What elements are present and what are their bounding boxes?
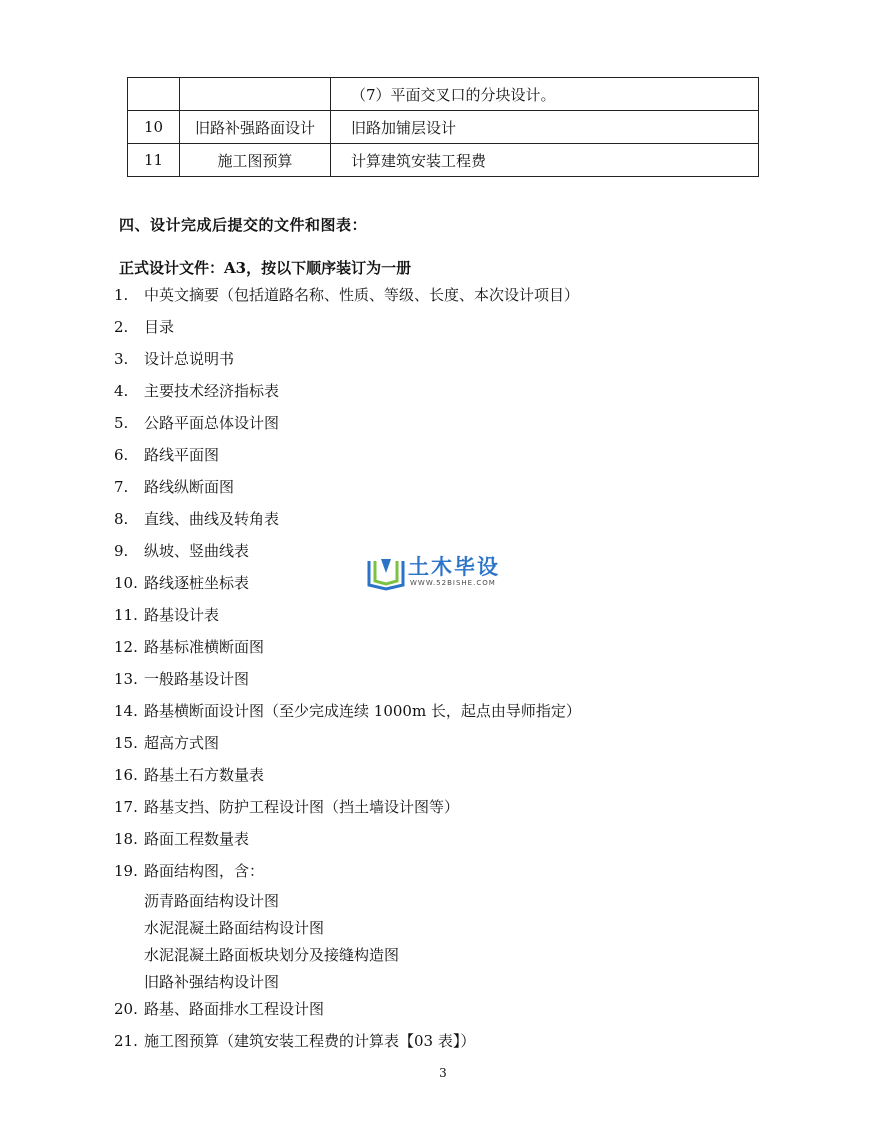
item-text: 路线逐桩坐标表 [144,574,250,592]
list-item [114,284,579,306]
item-number: 10. [114,574,138,592]
row-number [128,78,180,111]
item-number: 17. [114,798,138,816]
item-text: 路基、路面排水工程设计图 [144,1000,325,1018]
pavement-subitem: 旧路补强结构设计图 [144,973,280,991]
row-content: 旧路加铺层设计 [331,111,759,144]
item-text: 目录 [144,318,175,336]
list-item [114,476,234,498]
item-number: 15. [114,734,138,752]
item-text: 公路平面总体设计图 [144,414,280,432]
pavement-subitem: 沥青路面结构设计图 [144,892,280,910]
item-text: 路基标准横断面图 [144,638,265,656]
list-item [114,348,234,370]
list-item [114,828,249,850]
item-number: 11. [114,606,138,624]
table-row [128,144,759,177]
watermark-logo [366,551,526,593]
list-item [114,700,581,722]
item-text: 设计总说明书 [144,350,235,368]
item-number: 19. [114,862,138,880]
item-number: 9. [114,542,129,560]
item-number: 3. [114,350,129,368]
item-text: 超高方式图 [144,734,220,752]
watermark-title: 土木毕设 [408,555,500,579]
item-text: 直线、曲线及转角表 [144,510,280,528]
row-content: （7）平面交叉口的分块设计。 [331,78,759,111]
table-row [128,111,759,144]
item-number: 12. [114,638,138,656]
item-text: 路线纵断面图 [144,478,235,496]
list-item [114,380,279,402]
item-number: 1. [114,286,129,304]
list-item [114,540,249,562]
item-number: 18. [114,830,138,848]
item-text: 主要技术经济指标表 [144,382,280,400]
item-number: 6. [114,446,129,464]
list-item [114,998,324,1020]
item-number: 16. [114,766,138,784]
page-number: 3 [439,1066,447,1080]
item-number: 21. [114,1032,138,1050]
list-item [114,508,279,530]
item-number: 5. [114,414,129,432]
item-text: 路面结构图，含： [144,862,265,880]
list-item [114,796,459,818]
formal-files-subheading: 正式设计文件：A3，按以下顺序装订为一册 [119,259,412,277]
item-text: 中英文摘要（包括道路名称、性质、等级、长度、本次设计项目） [144,286,580,304]
item-number: 14. [114,702,138,720]
list-item [114,316,174,338]
item-number: 7. [114,478,129,496]
item-text: 路基土石方数量表 [144,766,265,784]
list-item [114,572,249,594]
item-text: 施工图预算（建筑安装工程费的计算表【03 表】） [144,1032,476,1050]
item-text: 路基横断面设计图（至少完成连续 1000m 长，起点由导师指定） [144,702,581,720]
row-number: 10 [128,111,180,144]
row-content: 计算建筑安装工程费 [331,144,759,177]
section-heading: 四、设计完成后提交的文件和图表： [119,216,368,234]
row-item: 旧路补强路面设计 [180,111,331,144]
row-item: 施工图预算 [180,144,331,177]
list-item [114,636,264,658]
design-items-table [127,77,759,177]
item-text: 一般路基设计图 [144,670,250,688]
list-item [114,604,219,626]
pavement-subitem: 水泥混凝土路面结构设计图 [144,919,325,937]
item-text: 纵坡、竖曲线表 [144,542,250,560]
item-number: 20. [114,1000,138,1018]
pavement-subitem: 水泥混凝土路面板块划分及接缝构造图 [144,946,400,964]
watermark-url: WWW.52BISHE.COM [410,579,496,587]
list-item [114,1030,475,1052]
item-number: 8. [114,510,129,528]
item-text: 路基支挡、防护工程设计图（挡土墙设计图等） [144,798,460,816]
list-item [114,764,264,786]
row-number: 11 [128,144,180,177]
item-text: 路基设计表 [144,606,220,624]
list-item [114,732,219,754]
row-item [180,78,331,111]
list-item [114,668,249,690]
table-row [128,78,759,111]
list-item [114,412,279,434]
item-number: 13. [114,670,138,688]
item-text: 路面工程数量表 [144,830,250,848]
item-number: 2. [114,318,129,336]
list-item [114,444,219,466]
item-text: 路线平面图 [144,446,220,464]
item-number: 4. [114,382,129,400]
list-item [114,860,264,882]
book-logo-icon [366,551,406,591]
